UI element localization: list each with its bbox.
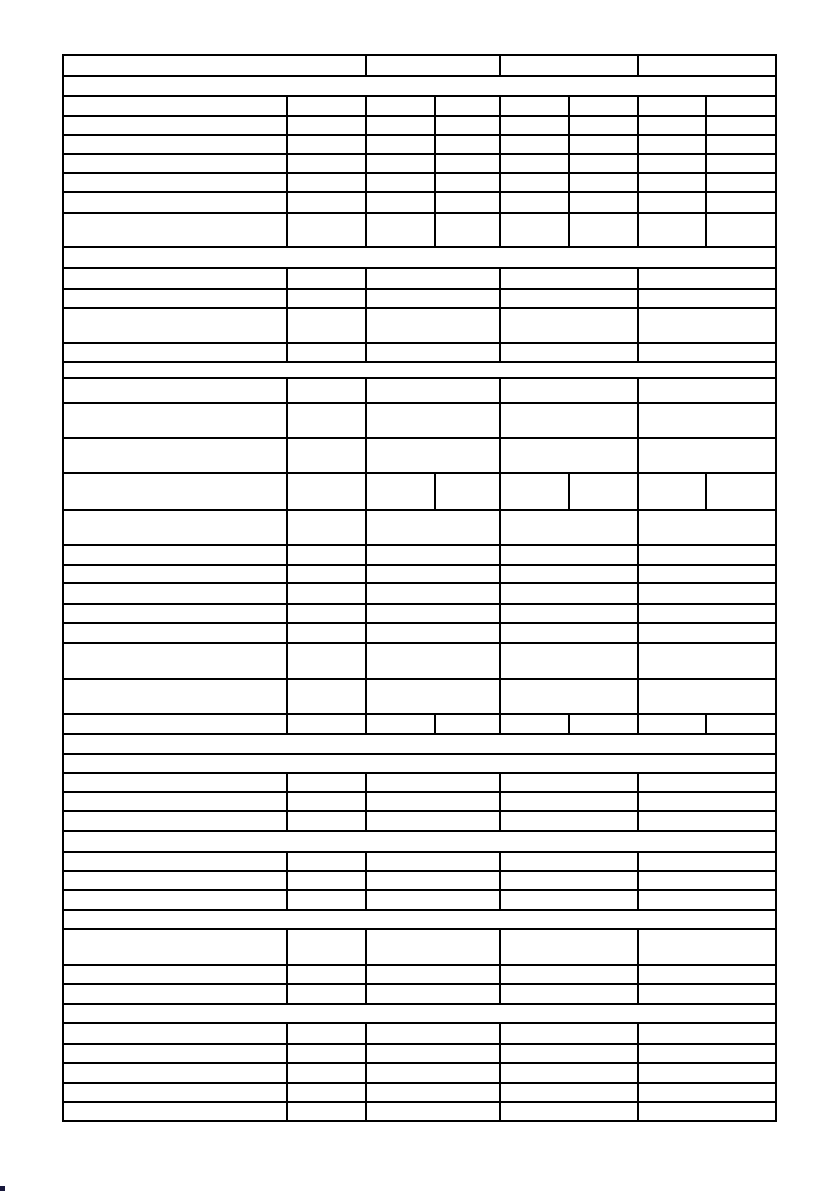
table-cell: [64, 290, 286, 307]
table-cell: [639, 439, 775, 472]
table-cell: [501, 1064, 637, 1082]
table-cell: [436, 214, 499, 246]
table-cell: [639, 966, 775, 983]
table-cell: [64, 1045, 286, 1062]
corner-mark: [0, 1186, 5, 1191]
table-cell: [570, 155, 637, 172]
table-cell: [64, 474, 286, 509]
table-cell: [288, 309, 365, 342]
table-cell: [639, 853, 775, 870]
table-cell: [64, 546, 286, 564]
table-cell: [570, 474, 637, 509]
table-cell: [64, 872, 286, 889]
table-cell: [64, 966, 286, 983]
table-cell: [367, 605, 499, 622]
table-cell: [501, 344, 637, 361]
table-cell: [367, 309, 499, 342]
table-cell: [707, 193, 775, 212]
table-cell: [501, 853, 637, 870]
table-cell: [288, 584, 365, 603]
table-cell: [639, 1103, 775, 1120]
table-cell: [64, 566, 286, 582]
table-cell: [288, 812, 365, 830]
table-cell: [288, 966, 365, 983]
table-cell: [64, 1084, 286, 1101]
table-cell: [501, 680, 637, 713]
table-cell: [64, 755, 775, 772]
table-cell: [570, 117, 637, 134]
table-cell: [501, 566, 637, 582]
table-cell: [501, 644, 637, 678]
table-cell: [639, 644, 775, 678]
table-cell: [288, 214, 365, 246]
table-cell: [64, 136, 286, 153]
table-cell: [64, 193, 286, 212]
table-cell: [64, 644, 286, 678]
table-cell: [501, 309, 637, 342]
table-cell: [288, 155, 365, 172]
table-cell: [367, 474, 434, 509]
table-cell: [501, 1024, 637, 1043]
table-cell: [436, 174, 499, 191]
table-cell: [367, 136, 434, 153]
table-cell: [367, 930, 499, 964]
table-cell: [288, 1045, 365, 1062]
table-cell: [639, 546, 775, 564]
table-cell: [501, 439, 637, 472]
table-cell: [501, 774, 637, 791]
table-cell: [436, 136, 499, 153]
table-cell: [501, 624, 637, 642]
table-cell: [64, 1005, 775, 1022]
table-cell: [288, 511, 365, 544]
table-cell: [639, 584, 775, 603]
table-cell: [288, 174, 365, 191]
table-cell: [367, 379, 499, 402]
table-cell: [288, 404, 365, 437]
table-cell: [639, 404, 775, 437]
table-cell: [639, 344, 775, 361]
table-cell: [64, 56, 365, 75]
table-cell: [639, 155, 705, 172]
table-cell: [64, 605, 286, 622]
table-cell: [501, 930, 637, 964]
table-cell: [64, 735, 775, 753]
table-cell: [367, 872, 499, 889]
table-cell: [64, 344, 286, 361]
table-cell: [707, 214, 775, 246]
table-cell: [288, 193, 365, 212]
table-cell: [367, 155, 434, 172]
table-cell: [64, 363, 775, 377]
table-cell: [639, 136, 705, 153]
table-cell: [288, 872, 365, 889]
table-cell: [707, 117, 775, 134]
table-cell: [707, 97, 775, 115]
table-cell: [570, 174, 637, 191]
table-cell: [64, 97, 286, 115]
table-cell: [707, 136, 775, 153]
table-cell: [367, 56, 499, 75]
table-cell: [707, 174, 775, 191]
table-cell: [570, 136, 637, 153]
table-cell: [367, 1024, 499, 1043]
table-cell: [367, 1045, 499, 1062]
table-cell: [639, 379, 775, 402]
table-cell: [64, 832, 775, 851]
table-cell: [288, 985, 365, 1003]
table-cell: [501, 605, 637, 622]
table-cell: [64, 248, 775, 267]
table-cell: [64, 1024, 286, 1043]
table-cell: [64, 985, 286, 1003]
table-cell: [501, 793, 637, 810]
table-cell: [64, 930, 286, 964]
table-cell: [288, 680, 365, 713]
table-cell: [367, 966, 499, 983]
table-cell: [288, 290, 365, 307]
table-cell: [501, 97, 568, 115]
table-cell: [367, 174, 434, 191]
table-cell: [436, 117, 499, 134]
table-cell: [501, 155, 568, 172]
table-cell: [501, 1103, 637, 1120]
table-cell: [436, 715, 499, 733]
table-cell: [639, 715, 705, 733]
table-cell: [707, 155, 775, 172]
table-cell: [64, 853, 286, 870]
table-cell: [288, 97, 365, 115]
table-cell: [367, 644, 499, 678]
table-cell: [64, 155, 286, 172]
table-cell: [639, 624, 775, 642]
table-cell: [64, 1064, 286, 1082]
table-cell: [367, 546, 499, 564]
table-cell: [64, 624, 286, 642]
table-cell: [367, 439, 499, 472]
table-cell: [367, 1084, 499, 1101]
table-cell: [639, 269, 775, 288]
table-cell: [639, 605, 775, 622]
table-cell: [639, 985, 775, 1003]
table-cell: [367, 269, 499, 288]
table-cell: [639, 193, 705, 212]
table-cell: [288, 439, 365, 472]
table-cell: [639, 930, 775, 964]
table-cell: [64, 379, 286, 402]
table-cell: [288, 474, 365, 509]
table-cell: [64, 891, 286, 909]
table-cell: [639, 812, 775, 830]
table-cell: [288, 1064, 365, 1082]
table-cell: [501, 511, 637, 544]
table-cell: [288, 379, 365, 402]
table-cell: [367, 404, 499, 437]
table-cell: [436, 155, 499, 172]
table-cell: [501, 269, 637, 288]
table-cell: [436, 193, 499, 212]
table-cell: [570, 214, 637, 246]
table-cell: [707, 474, 775, 509]
table-cell: [288, 624, 365, 642]
table-cell: [64, 117, 286, 134]
table-cell: [639, 56, 775, 75]
table-cell: [639, 117, 705, 134]
table-cell: [64, 404, 286, 437]
table-cell: [639, 793, 775, 810]
table-cell: [570, 193, 637, 212]
blank-table: [62, 54, 777, 1122]
table-cell: [367, 1103, 499, 1120]
table-cell: [288, 891, 365, 909]
table-cell: [288, 136, 365, 153]
table-cell: [501, 715, 568, 733]
table-cell: [501, 891, 637, 909]
table-cell: [501, 117, 568, 134]
table-cell: [288, 793, 365, 810]
table-cell: [288, 546, 365, 564]
table-cell: [501, 136, 568, 153]
table-cell: [64, 911, 775, 928]
table-cell: [639, 1084, 775, 1101]
table-cell: [639, 872, 775, 889]
table-cell: [639, 1064, 775, 1082]
table-cell: [367, 584, 499, 603]
table-cell: [64, 680, 286, 713]
table-cell: [501, 584, 637, 603]
table-cell: [367, 290, 499, 307]
table-cell: [501, 1084, 637, 1101]
table-cell: [501, 1045, 637, 1062]
table-cell: [64, 77, 775, 95]
table-cell: [367, 214, 434, 246]
table-cell: [64, 1103, 286, 1120]
table-cell: [367, 680, 499, 713]
table-cell: [367, 511, 499, 544]
table-cell: [288, 605, 365, 622]
table-cell: [639, 214, 705, 246]
table-cell: [288, 715, 365, 733]
table-cell: [639, 566, 775, 582]
table-cell: [639, 97, 705, 115]
table-cell: [501, 966, 637, 983]
table-cell: [288, 269, 365, 288]
table-cell: [288, 344, 365, 361]
table-cell: [570, 97, 637, 115]
table-cell: [64, 214, 286, 246]
table-cell: [501, 379, 637, 402]
table-cell: [367, 853, 499, 870]
table-cell: [707, 715, 775, 733]
table-cell: [501, 290, 637, 307]
table-cell: [288, 1103, 365, 1120]
table-cell: [64, 774, 286, 791]
table-cell: [367, 891, 499, 909]
table-cell: [501, 56, 637, 75]
table-cell: [501, 985, 637, 1003]
table-cell: [288, 1024, 365, 1043]
table-cell: [436, 474, 499, 509]
table-cell: [501, 812, 637, 830]
table-cell: [639, 1045, 775, 1062]
table-cell: [501, 404, 637, 437]
table-cell: [367, 566, 499, 582]
table-cell: [501, 214, 568, 246]
table-cell: [64, 439, 286, 472]
table-cell: [64, 511, 286, 544]
table-cell: [639, 511, 775, 544]
table-cell: [639, 309, 775, 342]
table-cell: [367, 344, 499, 361]
table-cell: [501, 174, 568, 191]
table-cell: [367, 985, 499, 1003]
table-cell: [64, 793, 286, 810]
table-cell: [64, 812, 286, 830]
table-cell: [367, 812, 499, 830]
table-cell: [639, 774, 775, 791]
table-cell: [288, 774, 365, 791]
table-cell: [64, 584, 286, 603]
table-cell: [64, 715, 286, 733]
table-cell: [501, 546, 637, 564]
table-cell: [367, 97, 434, 115]
table-cell: [639, 891, 775, 909]
table-cell: [367, 1064, 499, 1082]
table-cell: [639, 174, 705, 191]
table-cell: [501, 474, 568, 509]
table-cell: [436, 97, 499, 115]
table-cell: [64, 309, 286, 342]
table-cell: [367, 715, 434, 733]
table-cell: [639, 474, 705, 509]
table-cell: [367, 193, 434, 212]
table-cell: [367, 793, 499, 810]
table-cell: [639, 680, 775, 713]
table-cell: [639, 1024, 775, 1043]
table-cell: [288, 117, 365, 134]
table-cell: [639, 290, 775, 307]
table-cell: [367, 624, 499, 642]
table-cell: [288, 930, 365, 964]
table-cell: [570, 715, 637, 733]
table-cell: [501, 193, 568, 212]
table-cell: [64, 269, 286, 288]
table-cell: [288, 853, 365, 870]
table-cell: [64, 174, 286, 191]
table-cell: [501, 872, 637, 889]
table-cell: [288, 566, 365, 582]
table-cell: [288, 644, 365, 678]
table-cell: [288, 1084, 365, 1101]
table-cell: [367, 774, 499, 791]
table-cell: [367, 117, 434, 134]
